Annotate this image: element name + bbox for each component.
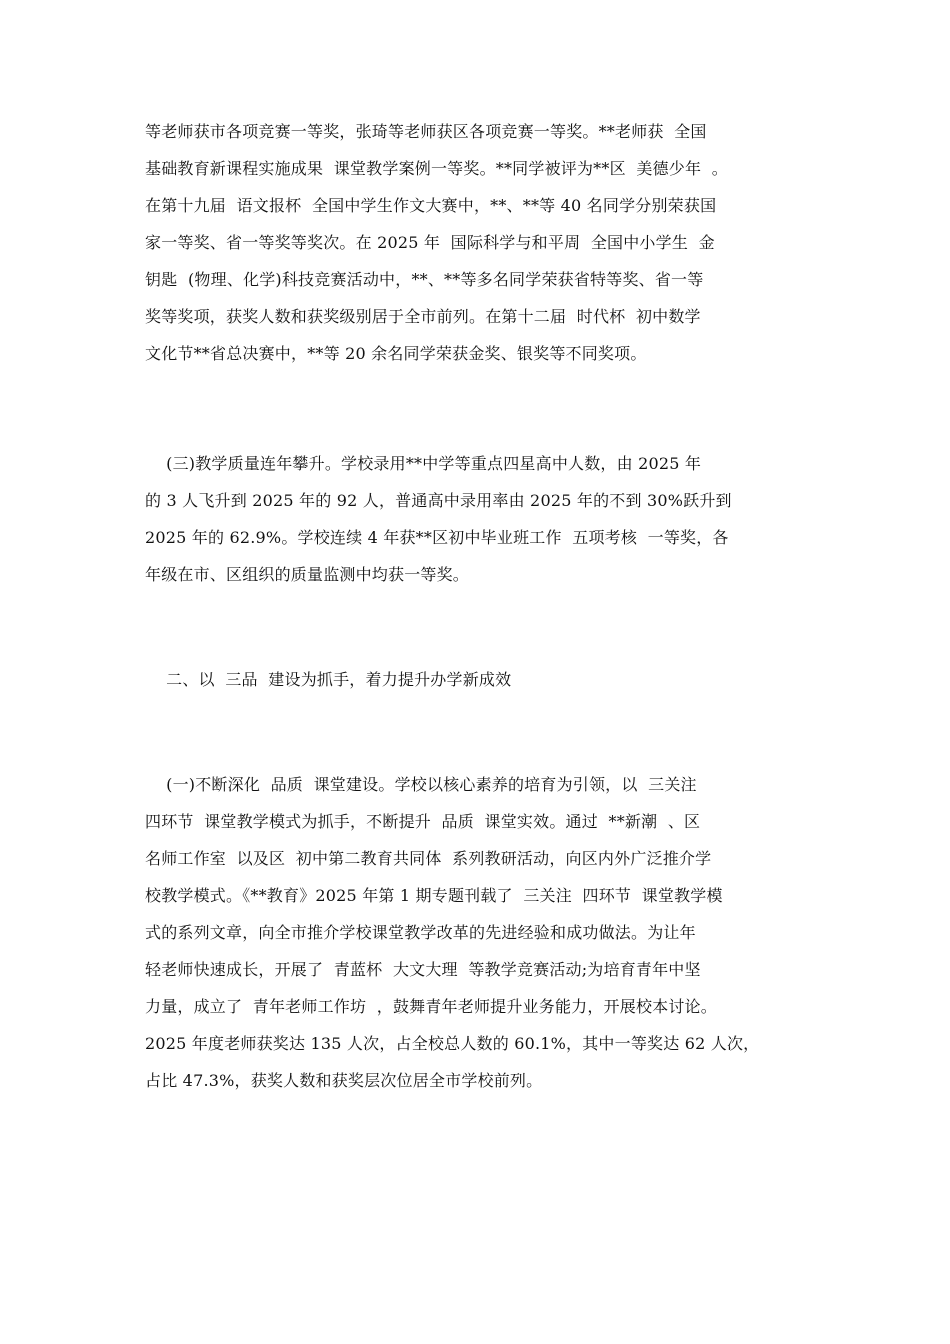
paragraph-1-line-5: 钥匙 (物理、化学)科技竞赛活动中，**、**等多名同学荣获省特等奖、省一等 — [145, 270, 704, 289]
paragraph-3-line-4: 校教学模式。《**教育》2025 年第 1 期专题刊载了 三关注 四环节 课堂教学模 — [145, 886, 723, 905]
paragraph-2-line-4: 年级在市、区组织的质量监测中均获一等奖。 — [145, 565, 470, 584]
paragraph-1-line-4: 家一等奖、省一等奖等奖次。在 2025 年 国际科学与和平周 全国中小学生 金 — [145, 233, 715, 252]
paragraph-3-line-6: 轻老师快速成长，开展了 青蓝杯 大文大理 等教学竞赛活动;为培育青年中坚 — [145, 960, 701, 979]
paragraph-2-line-1: (三)教学质量连年攀升。学校录用**中学等重点四星高中人数，由 2025 年 — [145, 454, 702, 473]
paragraph-2-line-2: 的 3 人飞升到 2025 年的 92 人，普通高中录用率由 2025 年的不到 30%跃升到 — [145, 491, 732, 510]
paragraph-2-line-3: 2025 年的 62.9%。学校连续 4 年获**区初中毕业班工作 五项考核 一等奖，各 — [145, 528, 729, 547]
paragraph-3-line-8: 2025 年度老师获奖达 135 人次，占全校总人数的 60.1%，其中一等奖达 62 人次， — [145, 1034, 760, 1053]
paragraph-1-line-6: 奖等奖项，获奖人数和获奖级别居于全市前列。在第十二届 时代杯 初中数学 — [145, 307, 701, 326]
paragraph-1-line-2: 基础教育新课程实施成果 课堂教学案例一等奖。**同学被评为**区 美德少年 。 — [145, 159, 728, 178]
paragraph-3-line-5: 式的系列文章，向全市推介学校课堂教学改革的先进经验和成功做法。为让年 — [145, 923, 696, 942]
paragraph-3-line-7: 力量，成立了 青年老师工作坊 ，鼓舞青年老师提升业务能力，开展校本讨论。 — [145, 997, 717, 1016]
paragraph-3-line-3: 名师工作室 以及区 初中第二教育共同体 系列教研活动，向区内外广泛推介学 — [145, 849, 712, 868]
paragraph-3-line-2: 四环节 课堂教学模式为抓手，不断提升 品质 课堂实效。通过 **新潮 、区 — [145, 812, 701, 831]
paragraph-1-line-3: 在第十九届 语文报杯 全国中学生作文大赛中，**、**等 40 名同学分别荣获国 — [145, 196, 717, 215]
paragraph-1-line-1: 等老师获市各项竞赛一等奖，张琦等老师获区各项竞赛一等奖。**老师获 全国 — [145, 122, 707, 141]
paragraph-3-line-1: (一)不断深化 品质 课堂建设。学校以核心素养的培育为引领，以 三关注 — [145, 775, 697, 794]
paragraph-3-line-9: 占比 47.3%，获奖人数和获奖层次位居全市学校前列。 — [145, 1071, 543, 1090]
section-heading: 二、以 三品 建设为抓手，着力提升办学新成效 — [145, 670, 512, 689]
paragraph-1-line-7: 文化节**省总决赛中，**等 20 余名同学荣获金奖、银奖等不同奖项。 — [145, 344, 647, 363]
